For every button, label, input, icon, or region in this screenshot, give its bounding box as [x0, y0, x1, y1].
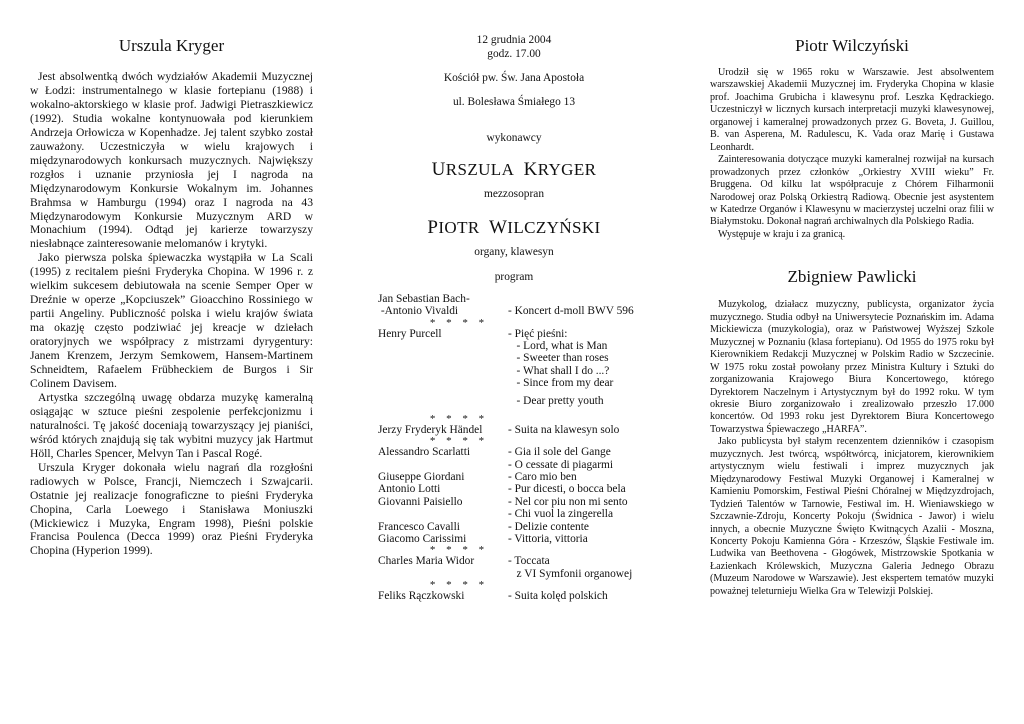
program-composer: Feliks Rączkowski: [378, 590, 465, 603]
program-work: - What shall I do ...?: [508, 364, 610, 377]
program-separator: * * * *: [429, 412, 489, 425]
performer-wilczynski-last-rest: ILCZYŃSKI: [507, 217, 601, 237]
program-composer: Giuseppe Giordani: [378, 471, 465, 484]
program-row: [378, 395, 650, 407]
kryger-bio-paragraph: Artystka szczególną uwagę obdarza muzykę kameralną osiągając w sztuce pieśni zespolenie perfekcjonizmu i naturalności. Tę jakość doceniają towarzyszący jej pianiści, wśród których znajdują się tak wybitni muzycy jak Hartmut Höll, Charles Spencer, Melvyn Tan i Pascal Rogé.: [30, 390, 313, 460]
program-row: [378, 340, 650, 352]
kryger-biography: [30, 70, 313, 558]
left-column: [30, 0, 313, 724]
pawlicki-biography: [710, 299, 994, 598]
program-work: - Gia il sole del Gange: [508, 446, 611, 459]
kryger-heading: Urszula Kryger: [118, 36, 225, 55]
program-row: [378, 555, 650, 567]
program-composer: Alessandro Scarlatti: [378, 446, 471, 459]
right-column: [710, 0, 994, 724]
program-list: [378, 293, 650, 603]
program-work: - Delizie contente: [508, 520, 589, 533]
program-row: [378, 521, 650, 533]
pawlicki-bio-paragraph: Jako publicysta był stałym recenzentem dzienników i czasopism muzycznych. Jest twórcą, współtwórcą, inicjatorem, kierownikiem artystycznym wielu festiwali i imprez muzycznych jak Międzynarodowy Festiwal Muzyki Organowej i Kameralnej w Kamieniu Pomorskim, Festiwal Pieśni Chóralnej w Międzyzdrojach, Tydzień Talentów w Tarnowie, Festiwal im. H. Wieniawskiego w Szczawnie-Zdroju, Koncerty Pokoju (Świdnica - Jawor) i wielu innych, a obecnie Muzyczne Święto Kwitnących Azalii - Moszna, Koncerty Pokoju Kamienna Góra - Krzeszów, Śląskie Festiwale im. Ludwika van Beethovena - Głogówek, Mistrzowskie Spotkania w Łazienkach Królewskich, Muzyczna Galeria Jednego Obrazu (Muzeum Narodowe w Warszawie). Jest ekspertem tematów muzyki poważnej teleturnieju Wielka Gra w Telewizji Polskiej.: [710, 436, 994, 597]
kryger-bio-paragraph: Jest absolwentką dwóch wydziałów Akademii Muzycznej w Łodzi: instrumentalnego w klasie fortepianu (1988) i wokalno-aktorskiego w klasie prof. Jadwigi Pietraszkiewicz (1992). Studia wokalne kontynuowała pod kierunkiem Andrzeja Orłowicza w Kopenhadze. Jej talent szybko został zauważony. Uczestniczyła w wielu krajowych i międzynarodowych konkursach muzycznych. Największy rozgłos i uznanie przyniosła jej I nagroda na Międzynarodowym Konkursie Wokalnym im. Johannes Brahmsa w Hamburgu (1994) oraz I nagroda na 43 Międzynarodowym Konkursie Muzycznym ARD w Monachium (1994). Odtąd jej karierze towarzyszy niesłabnące zainteresowanie melomanów i krytyki.: [30, 70, 313, 251]
program-composer: Jan Sebastian Bach-: [378, 292, 470, 305]
program-composer: -Antonio Vivaldi: [378, 305, 459, 318]
program-work: - Since from my dear: [508, 377, 614, 390]
program-label: program: [494, 271, 534, 284]
program-separator: * * * *: [429, 435, 489, 448]
program-work: - Nel cor piu non mi sento: [508, 495, 628, 508]
wilczynski-bio-paragraph: Urodził się w 1965 roku w Warszawie. Jest absolwentem warszawskiej Akademii Muzycznej im. Fryderyka Chopina w klasie prof. Joachima Grubicha i klawesynu prof. Leszka Kędrackiego. Uczestniczył w licznych kursach interpretacji muzyki klawesynowej, organowej i kameralnej prowadzonych przez G. Boveta, J. Guillou, B. van Asperena, M. Radulescu, K. Vada oraz Marię i Gustawa Leonhardt.: [710, 67, 994, 153]
program-separator: * * * *: [429, 579, 489, 592]
program-row: [378, 305, 650, 317]
program-row: [378, 459, 650, 471]
kryger-bio-paragraph: Jako pierwsza polska śpiewaczka wystąpiła w La Scali (1995) z recitalem pieśni Fryderyka Chopina. W 1996 r. z wielkim sukcesem debiutowała na scenie Semper Oper w Dreźnie w operze „Kopciuszek” Gioacchino Rossiniego w partii Angeliny. Publiczność polska i wielu krajów świata ma okazję często podziwiać jej kreacje w dziełach oratoryjnych we współpracy z mistrzami dyrygentury: Janem Krenzem, Jerzym Semkowem, Hansem-Martinem Schneidtem, Rafaelem Frübheckiem de Burgos i Sir Colinem Davisem.: [30, 251, 313, 390]
pawlicki-bio-paragraph: Muzykolog, działacz muzyczny, publicysta, organizator życia muzycznego. Studia odbył na Uniwersytecie Poznańskim im. Adama Mickiewicza (muzykologia), oraz w Państwowej Wyższej Szkole Muzycznej w Poznaniu (klasa fortepianu). Od 1955 do 1975 roku był Kierownikiem Redakcji Muzycznej w Polskim Radio w Szczecinie. W 1975 roku został powołany przez Ministra Kultury i Sztuki do zorganizowania Krajowego Biura Koncertowego, którego Dyrektorem Naczelnym i Artystycznym był do 1992 roku. W tym okresie Biuro zorganizowało i zrealizowało przeszło 17.000 koncertów. Od 1993 roku jest Dyrektorem Biura Koncertowego Towarzystwa Śpiewaczego „HARFA”.: [710, 299, 994, 435]
program-row: [378, 352, 650, 364]
kryger-bio-paragraph: Urszula Kryger dokonała wielu nagrań dla rozgłośni radiowych w Polsce, Francji, Niemczech i Szwajcarii. Ostatnie jej realizacje fonograficzne to pieśni Fryderyka Chopina, Carla Loewego i Stanisława Moniuszki (Mickiewicz i Muzyka, Engram 1998), Pieśni polskie Francisa Poulenca (Decca 1999) oraz Pieśni Fryderyka Chopina (Hyperion 1999).: [30, 460, 313, 558]
program-work: - Suita kolęd polskich: [508, 590, 608, 603]
program-row: [378, 533, 650, 545]
program-work: - Koncert d-moll BWV 596: [508, 305, 634, 318]
program-work: - Toccata: [508, 555, 550, 568]
program-separator: * * * *: [429, 316, 489, 329]
wilczynski-bio-paragraph: Zainteresowania dotyczące muzyki kameralnej rozwijał na kursach prowadzonych przez członków „Orkiestry XVIII wieku” Fr. Bruggena. Od kilku lat współpracuje z Chórem Filharmonii Narodowej oraz Polską Orkiestrą Radiową. Obecnie jest asystentem w Katedrze Organów i Klawesynu w macierzystej uczelni oraz filii w Białymstoku. Dokonał nagrań archiwalnych dla Polskiego Radia.: [710, 154, 994, 228]
program-row: [378, 365, 650, 377]
middle-column: [378, 0, 650, 724]
program-work: - O cessate di piagarmi: [508, 458, 614, 471]
wilczynski-bio-paragraph: Występuje w kraju i za granicą.: [718, 228, 846, 240]
program-row: [378, 377, 650, 389]
performer-kryger-name: [378, 160, 650, 180]
concert-date: 12 grudnia 2004: [476, 34, 552, 46]
program-work: - Sweeter than roses: [508, 352, 609, 365]
concert-time: godz. 17.00: [487, 47, 541, 60]
performer-wilczynski-first-rest: IOTR: [438, 217, 480, 237]
venue-street: ul. Bolesława Śmiałego 13: [452, 95, 576, 108]
program-row: [378, 328, 650, 340]
wilczynski-heading: Piotr Wilczyński: [795, 36, 909, 55]
program-composer: Francesco Cavalli: [378, 520, 460, 533]
performers-label: wykonawcy: [486, 132, 542, 145]
program-work: - Vittoria, vittoria: [508, 533, 588, 545]
program-composer: Antonio Lotti: [378, 483, 441, 496]
program-row: [378, 590, 650, 602]
program-row: [378, 483, 650, 495]
program-composer: Jerzy Fryderyk Händel: [378, 423, 483, 436]
program-work: z VI Symfonii organowej: [508, 567, 633, 580]
performer-wilczynski-name: [378, 218, 650, 238]
program-work: - Suita na klawesyn solo: [508, 423, 620, 436]
wilczynski-biography: [710, 67, 994, 241]
program-row: [378, 446, 650, 458]
program-row: [378, 568, 650, 580]
performer-kryger-last-rest: RYGER: [537, 159, 597, 179]
performer-kryger-last-initial: K: [523, 158, 538, 180]
program-row: [378, 293, 650, 305]
program-work: - Pięć pieśni:: [508, 327, 568, 340]
program-work: - Lord, what is Man: [508, 339, 608, 352]
program-row: [378, 471, 650, 483]
program-separator: * * * *: [429, 544, 489, 557]
pawlicki-heading: Zbigniew Pawlicki: [787, 267, 917, 287]
program-composer: Henry Purcell: [378, 327, 442, 340]
performer-wilczynski-last-initial: W: [488, 216, 508, 238]
performer-kryger-role: mezzosopran: [483, 187, 545, 200]
program-row: [378, 424, 650, 436]
performer-wilczynski-role: organy, klawesyn: [474, 245, 554, 258]
program-work: - Chi vuol la zingerella: [508, 508, 614, 521]
program-work: - Dear pretty youth: [508, 395, 604, 408]
program-composer: Giacomo Carissimi: [378, 533, 467, 545]
performer-kryger-first-rest: RSZULA: [445, 159, 515, 179]
program-composer: Charles Maria Widor: [378, 555, 475, 568]
performer-kryger-first-initial: U: [431, 158, 446, 180]
program-row: [378, 508, 650, 520]
program-row: [378, 496, 650, 508]
performer-wilczynski-first-initial: P: [427, 216, 439, 238]
program-composer: Giovanni Paisiello: [378, 495, 463, 508]
program-work: - Pur dicesti, o bocca bela: [508, 483, 626, 496]
program-work: - Caro mio ben: [508, 471, 577, 484]
venue-church: Kościół pw. Św. Jana Apostoła: [443, 72, 585, 85]
